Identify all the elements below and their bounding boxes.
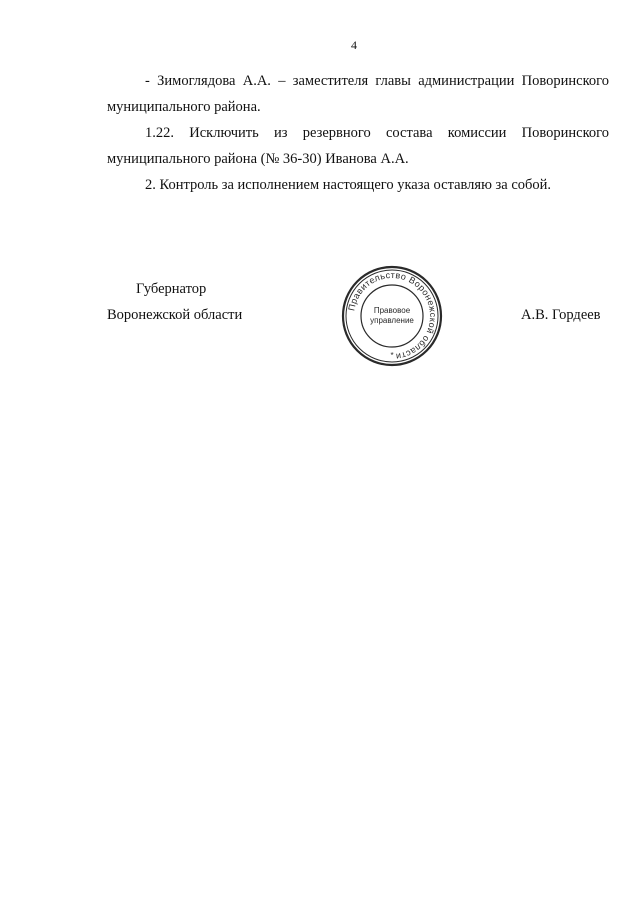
official-seal-stamp xyxy=(340,264,444,368)
stamp-inner-line1: Правовое xyxy=(373,306,411,315)
signatory-name: А.В. Гордеев xyxy=(521,307,601,323)
seal-icon xyxy=(340,264,444,368)
paragraph-1: - Зимоглядова А.А. – заместителя главы администрации Поворинского муниципального района. xyxy=(107,73,609,115)
signatory-title-line2: Воронежской области xyxy=(107,307,243,323)
stamp-ring-text: Правительство Воронежской области xyxy=(346,269,439,362)
stamp-star: * xyxy=(390,351,394,360)
stamp-inner-line2: управление xyxy=(370,316,414,325)
page-number: 4 xyxy=(351,38,357,52)
signatory-title-line1: Губернатор xyxy=(136,281,207,297)
paragraph-2: 1.22. Исключить из резервного состава комиссии Поворинского муниципального района (№ 36-30) Иванова А.А. xyxy=(107,125,609,167)
body-text xyxy=(107,68,609,198)
signatory-title xyxy=(107,276,242,328)
paragraph-3: 2. Контроль за исполнением настоящего указа оставляю за собой. xyxy=(145,177,552,193)
